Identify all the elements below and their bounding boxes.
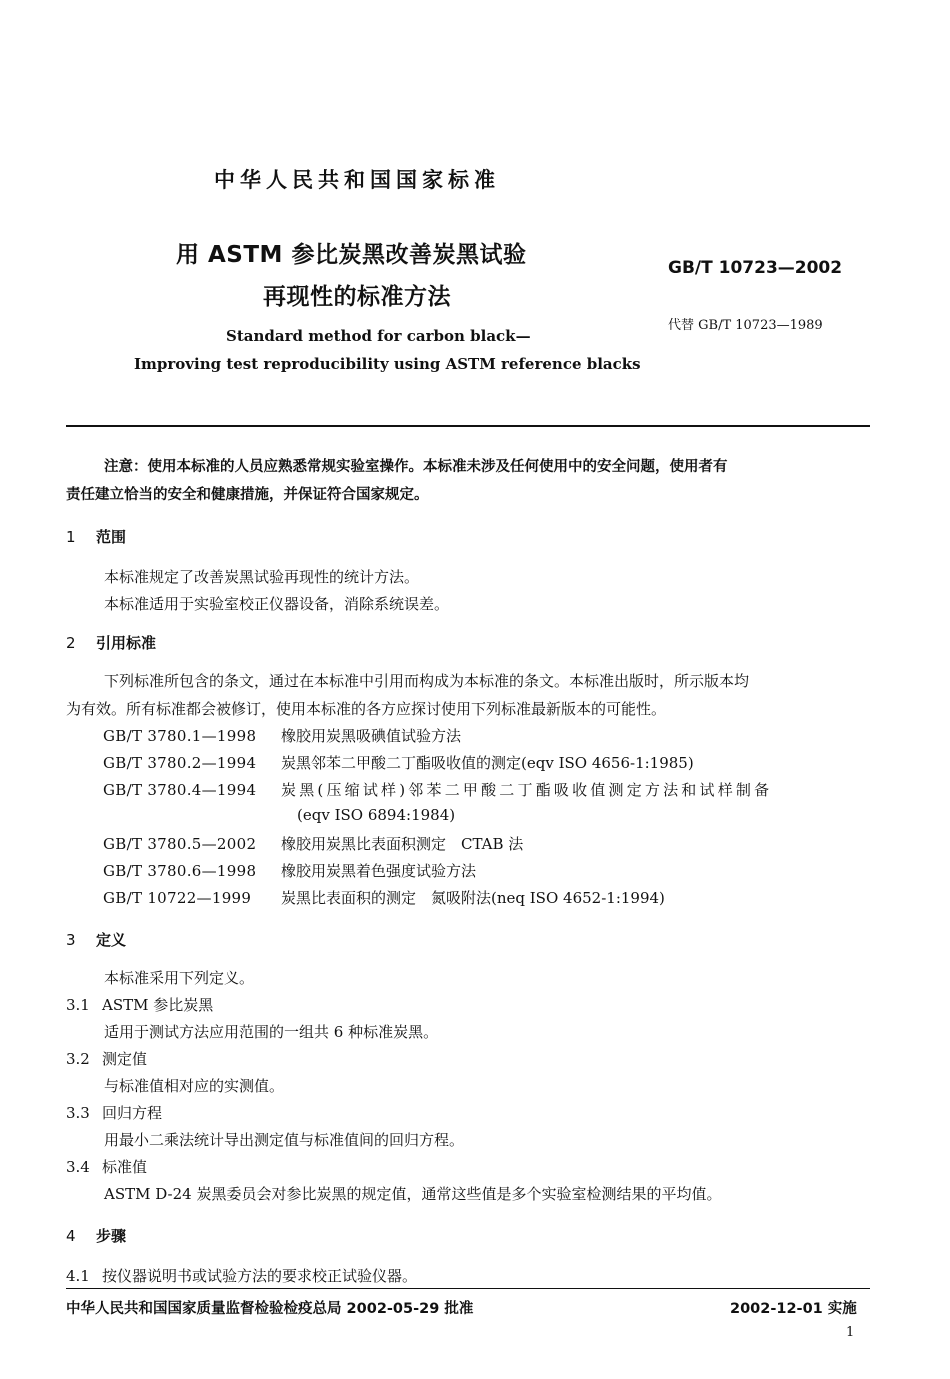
definition-term-text: 标准值 <box>102 1158 148 1176</box>
reference-code: GB/T 3780.4—1994 <box>103 781 257 799</box>
safety-notice-line1: 注意：使用本标准的人员应熟悉常规实验室操作。本标准未涉及任何使用中的安全问题，使用者有 <box>104 459 728 475</box>
definition-term <box>66 1156 147 1177</box>
reference-title: 橡胶用炭黑比表面积测定 CTAB 法 <box>281 835 524 853</box>
reference-standard-row <box>103 860 476 881</box>
section-2-para-1: 下列标准所包含的条文，通过在本标准中引用而构成为本标准的条文。本标准出版时，所示版本均 <box>104 672 750 690</box>
definition-number: 3.2 <box>66 1050 90 1068</box>
definition-text: 用最小二乘法统计导出测定值与标准值间的回归方程。 <box>104 1131 465 1149</box>
reference-title-continuation: (eqv ISO 6894:1984) <box>297 806 456 824</box>
reference-title: 炭黑比表面积的测定 氮吸附法(neq ISO 4652-1:1994) <box>281 889 665 907</box>
english-title-line2: Improving test reproducibility using ASTM reference blacks <box>134 355 641 373</box>
reference-standard-row <box>103 725 461 746</box>
definition-text: 与标准值相对应的实测值。 <box>104 1077 285 1095</box>
section-number: 3 <box>66 931 76 949</box>
definition-number: 3.4 <box>66 1158 90 1176</box>
section-1-heading <box>66 526 126 547</box>
reference-code: GB/T 10722—1999 <box>103 889 252 907</box>
section-number: 2 <box>66 634 76 652</box>
document-title-line1: 用 ASTM 参比炭黑改善炭黑试验 <box>176 242 527 268</box>
section-4-heading <box>66 1225 126 1246</box>
step-item <box>66 1265 417 1286</box>
reference-code: GB/T 3780.5—2002 <box>103 835 257 853</box>
reference-code: GB/T 3780.1—1998 <box>103 727 257 745</box>
reference-title: 炭黑(压缩试样)邻苯二甲酸二丁酯吸收值测定方法和试样制备 <box>281 781 773 799</box>
definition-term <box>66 1102 162 1123</box>
reference-title: 炭黑邻苯二甲酸二丁酯吸收值的测定(eqv ISO 4656-1:1985) <box>281 754 694 772</box>
reference-code: GB/T 3780.6—1998 <box>103 862 257 880</box>
definition-text: ASTM D-24 炭黑委员会对参比炭黑的规定值，通常这些值是多个实验室检测结果的平均值。 <box>104 1185 722 1203</box>
reference-standard-row <box>103 752 694 773</box>
section-1-para-1: 本标准规定了改善炭黑试验再现性的统计方法。 <box>104 568 420 586</box>
header-divider <box>66 425 870 427</box>
section-2-para-2: 为有效。所有标准都会被修订，使用本标准的各方应探讨使用下列标准最新版本的可能性。 <box>66 700 667 718</box>
section-3-para-1: 本标准采用下列定义。 <box>104 969 255 987</box>
definition-text: 适用于测试方法应用范围的一组共 6 种标准炭黑。 <box>104 1023 439 1041</box>
section-number: 1 <box>66 528 76 546</box>
document-title-line2: 再现性的标准方法 <box>263 284 451 310</box>
standard-code: GB/T 10723—2002 <box>668 258 843 278</box>
step-number: 4.1 <box>66 1267 90 1285</box>
section-3-heading <box>66 929 126 950</box>
reference-standard-row <box>103 833 523 854</box>
national-standard-heading: 中华人民共和国国家标准 <box>214 168 500 192</box>
approval-statement: 中华人民共和国国家质量监督检验检疫总局 2002-05-29 批准 <box>66 1301 474 1317</box>
english-title-line1: Standard method for carbon black— <box>226 327 531 345</box>
definition-term-text: 测定值 <box>102 1050 148 1068</box>
reference-standard-row <box>103 887 665 908</box>
reference-title: 橡胶用炭黑吸碘值试验方法 <box>281 727 462 745</box>
section-number: 4 <box>66 1227 76 1245</box>
reference-standard-row <box>103 779 772 800</box>
definition-term-text: ASTM 参比炭黑 <box>102 996 214 1014</box>
section-2-heading <box>66 632 156 653</box>
section-1-para-2: 本标准适用于实验室校正仪器设备，消除系统误差。 <box>104 595 450 613</box>
section-title: 范围 <box>96 528 127 546</box>
safety-notice-line2: 责任建立恰当的安全和健康措施，并保证符合国家规定。 <box>66 487 429 503</box>
section-title: 定义 <box>96 931 127 949</box>
step-text: 按仪器说明书或试验方法的要求校正试验仪器。 <box>102 1267 418 1285</box>
replaces-standard: 代替 GB/T 10723—1989 <box>668 318 823 333</box>
definition-term-text: 回归方程 <box>102 1104 163 1122</box>
definition-term <box>66 994 213 1015</box>
definition-number: 3.3 <box>66 1104 90 1122</box>
definition-term <box>66 1048 147 1069</box>
section-title: 引用标准 <box>96 634 157 652</box>
footer-divider <box>66 1288 870 1289</box>
reference-title: 橡胶用炭黑着色强度试验方法 <box>281 862 477 880</box>
reference-code: GB/T 3780.2—1994 <box>103 754 257 772</box>
definition-number: 3.1 <box>66 996 90 1014</box>
page-number: 1 <box>846 1325 855 1340</box>
section-title: 步骤 <box>96 1227 127 1245</box>
implementation-date: 2002-12-01 实施 <box>730 1301 857 1317</box>
